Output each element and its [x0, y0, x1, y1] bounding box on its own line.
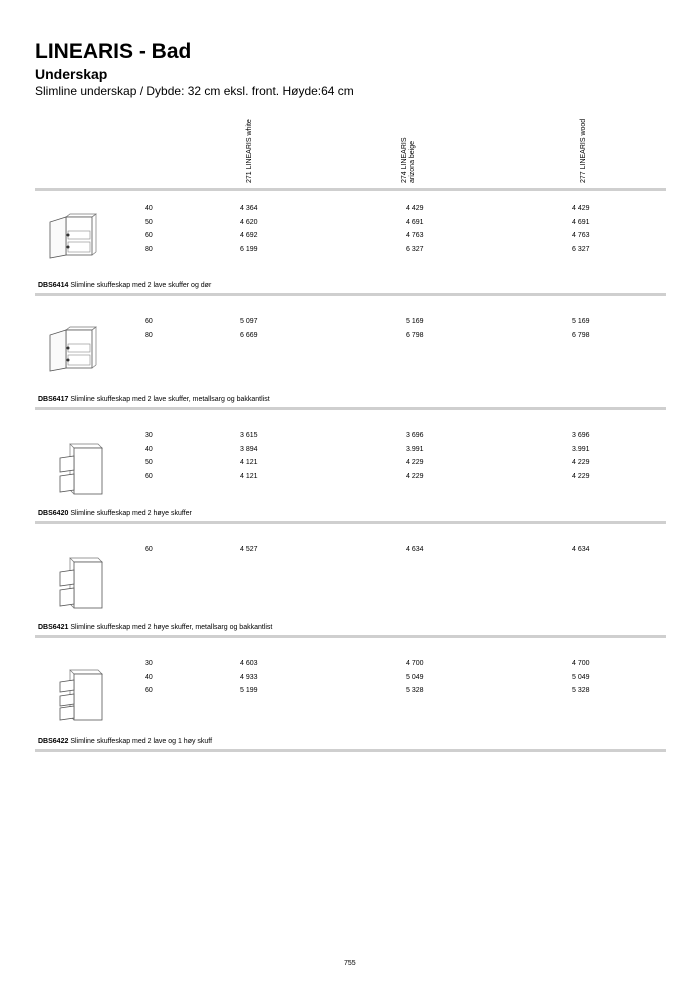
size-cell: 60 [145, 472, 153, 480]
price-arizona-cell: 4 700 [406, 660, 424, 667]
price-white-cell: 4 364 [240, 205, 258, 212]
product-caption [38, 282, 211, 289]
price-arizona-cell: 5 328 [406, 687, 424, 694]
size-cell: 40 [145, 205, 153, 212]
price-arizona-cell: 6 798 [406, 331, 424, 339]
size-cell: 80 [145, 331, 153, 339]
price-wood-cell: 4 634 [572, 546, 590, 553]
product-name: Slimline skuffeskap med 2 lave skuffer og dør [70, 282, 212, 289]
price-arizona-cell: 4 429 [406, 205, 424, 212]
price-wood-cell: 5 049 [572, 673, 590, 681]
page-subtitle: Underskap [35, 66, 108, 82]
size-cell: 40 [145, 445, 153, 453]
price-white-cell: 4 603 [240, 660, 258, 667]
section-separator [35, 293, 666, 296]
size-cell: 60 [145, 687, 153, 694]
product-name: Slimline skuffeskap med 2 høye skuffer [70, 510, 192, 517]
price-wood-cell: 4 429 [572, 205, 590, 212]
price-white-cell: 3 615 [240, 432, 258, 439]
size-cell: 60 [145, 318, 153, 325]
size-cell: 30 [145, 432, 153, 439]
price-white-cell: 4 692 [240, 232, 258, 239]
product-caption [38, 738, 212, 745]
price-white-cell: 4 933 [240, 673, 258, 681]
product-name: Slimline skuffeskap med 2 lave skuffer, metallsarg og bakkantlist [70, 396, 270, 403]
price-arizona-cell: 4 229 [406, 459, 424, 466]
column-header-label: 271 LINEARIS white [246, 119, 253, 183]
three-drawer-cabinet-icon [56, 668, 106, 727]
price-arizona-cell: 3.991 [406, 445, 424, 453]
two-drawer-cabinet-icon [56, 442, 106, 501]
column-header-label-line2: arizona beige [409, 140, 416, 183]
price-wood-cell: 3 696 [572, 432, 590, 439]
price-white-cell: 4 620 [240, 218, 258, 226]
column-header-arizona [401, 137, 417, 183]
section-separator [35, 635, 666, 638]
product-name: Slimline skuffeskap med 2 høye skuffer, metallsarg og bakkantlist [70, 624, 273, 631]
section-separator [35, 407, 666, 410]
product-caption [38, 510, 192, 517]
price-white-cell: 3 894 [240, 445, 258, 453]
column-header-wood [580, 119, 588, 183]
price-white-cell: 4 527 [240, 546, 258, 553]
product-name: Slimline skuffeskap med 2 lave og 1 høy skuff [70, 738, 213, 745]
price-white-cell: 6 669 [240, 331, 258, 339]
product-code: DBS6422 [38, 738, 69, 745]
product-code: DBS6421 [38, 624, 69, 631]
page-title: LINEARIS - Bad [35, 40, 192, 63]
cabinet-with-door-icon [44, 326, 102, 377]
product-caption [38, 396, 270, 403]
page-number: 755 [344, 960, 356, 967]
product-code: DBS6417 [38, 396, 69, 403]
size-cell: 40 [145, 673, 153, 681]
price-arizona-cell: 4 763 [406, 232, 424, 239]
column-header-white [246, 119, 254, 183]
price-wood-cell: 5 169 [572, 318, 590, 325]
price-white-cell: 4 121 [240, 459, 258, 466]
column-header-label: 274 LINEARIS [401, 137, 408, 183]
size-cell: 50 [145, 459, 153, 466]
price-arizona-cell: 4 691 [406, 218, 424, 226]
price-wood-cell: 4 229 [572, 459, 590, 466]
price-arizona-cell: 6 327 [406, 245, 424, 253]
price-arizona-cell: 5 049 [406, 673, 424, 681]
price-white-cell: 6 199 [240, 245, 258, 253]
size-cell: 30 [145, 660, 153, 667]
price-white-cell: 5 097 [240, 318, 258, 325]
price-wood-cell: 4 229 [572, 472, 590, 480]
size-cell: 60 [145, 546, 153, 553]
price-white-cell: 5 199 [240, 687, 258, 694]
product-code: DBS6420 [38, 510, 69, 517]
price-wood-cell: 6 327 [572, 245, 590, 253]
product-caption [38, 624, 272, 631]
price-wood-cell: 5 328 [572, 687, 590, 694]
section-separator [35, 749, 666, 752]
size-cell: 50 [145, 218, 153, 226]
page-description: Slimline underskap / Dybde: 32 cm eksl. front. Høyde:64 cm [35, 84, 354, 98]
product-code: DBS6414 [38, 282, 69, 289]
price-wood-cell: 4 700 [572, 660, 590, 667]
price-white-cell: 4 121 [240, 472, 258, 480]
cabinet-with-door-icon [44, 213, 102, 264]
price-arizona-cell: 4 229 [406, 472, 424, 480]
price-wood-cell: 3.991 [572, 445, 590, 453]
two-drawer-cabinet-icon [56, 556, 106, 615]
column-header-label: 277 LINEARIS wood [580, 118, 587, 183]
price-wood-cell: 4 691 [572, 218, 590, 226]
size-cell: 80 [145, 245, 153, 253]
price-wood-cell: 4 763 [572, 232, 590, 239]
size-cell: 60 [145, 232, 153, 239]
section-separator [35, 521, 666, 524]
price-arizona-cell: 5 169 [406, 318, 424, 325]
price-wood-cell: 6 798 [572, 331, 590, 339]
price-arizona-cell: 3 696 [406, 432, 424, 439]
header-separator [35, 188, 666, 191]
price-arizona-cell: 4 634 [406, 546, 424, 553]
